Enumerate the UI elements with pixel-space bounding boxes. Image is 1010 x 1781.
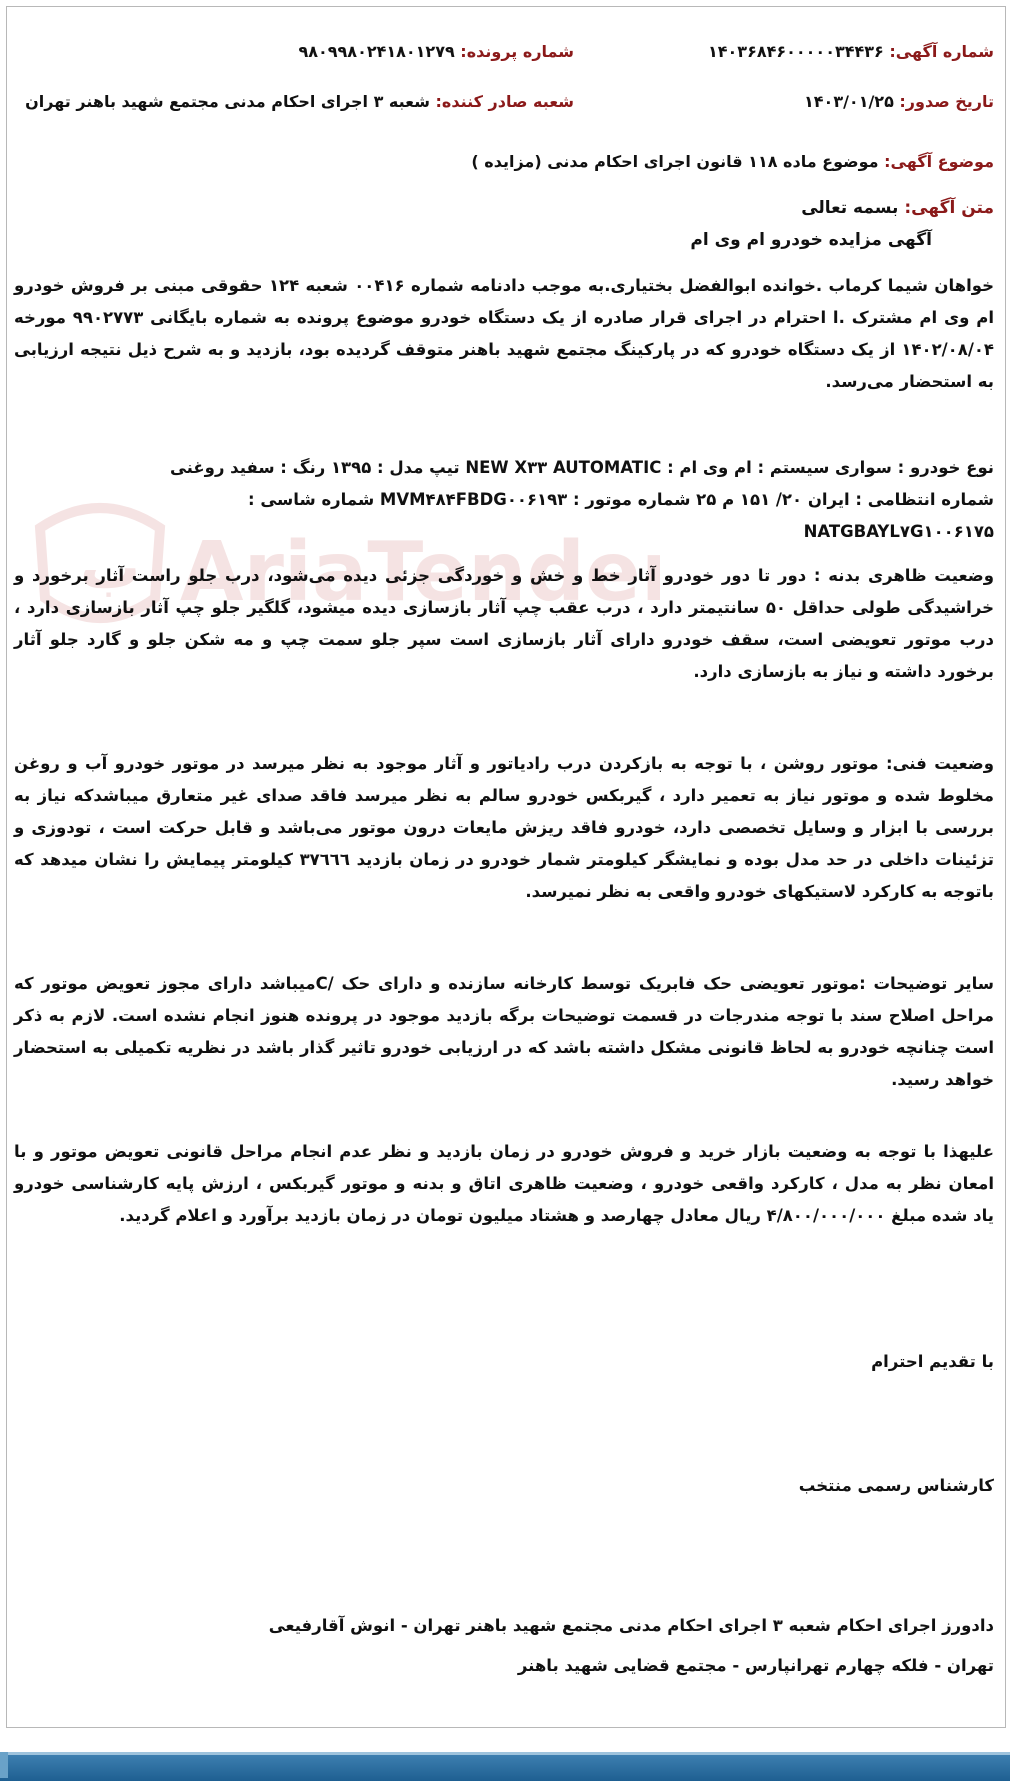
notice-text-label: متن آگهی: <box>904 198 994 218</box>
bismillah: بسمه تعالی <box>801 198 899 218</box>
case-number-label: شماره پرونده: <box>460 42 574 61</box>
bottom-window-bar <box>0 1752 1010 1781</box>
vehicle-chassis-number: NATGBAYL۷G۱۰۰۶۱۷۵ <box>803 522 994 541</box>
notice-subject-label: موضوع آگهی: <box>884 152 994 171</box>
regards-line: با تقدیم احترام <box>871 1352 994 1371</box>
bottom-bar-edge <box>0 1752 8 1778</box>
body-condition-paragraph: وضعیت ظاهری بدنه : دور تا دور خودرو آثار خط و خش و خوردگی جزئی دیده می‌شود، درب جلو راست آثار برخورد و خراشیدگی طولی حداقل ۵۰ سانتیمتر دارد ، درب عقب چپ آثار بازسازی دیده میشود، گلگیر جلو چپ آثار بازسازی دارد ، درب موتور تعویضی است، سقف خودرو دارای آثار بازسازی است سپر جلو سمت چپ و مه شکن جلو و گارد جلو آثار برخورد داشته و نیاز به بازسازی دارد. <box>14 566 994 681</box>
issuing-branch <box>25 92 574 111</box>
issuing-branch-value: شعبه ۳ اجرای احکام مدنی مجتمع شهید باهنر تهران <box>25 92 430 111</box>
issue-date-label: تاریخ صدور: <box>899 92 994 111</box>
vehicle-spec-line-1: نوع خودرو : سواری سیستم : ام وی ام : NEW X۳۳ AUTOMATIC تیپ مدل : ۱۳۹۵ رنگ : سفید روغنی <box>169 458 994 477</box>
conclusion-paragraph: علیهذا با توجه به وضعیت بازار خرید و فروش خودرو در زمان بازدید و نظر عدم انجام مراحل قانونی تعویض موتور و با امعان نظر به مدل ، کارکرد واقعی خودرو ، وضعیت ظاهری اتاق و بدنه و موتور گیربکس ، ارزش پایه کارشناسی خودرو یاد شده مبلغ ۴/۸۰۰/۰۰۰/۰۰۰ ریال معادل چهارصد و هشتاد میلیون تومان در زمان بازدید برآورد و اعلام گردید. <box>14 1142 994 1225</box>
issuing-branch-label: شعبه صادر کننده: <box>435 92 574 111</box>
issue-date <box>804 92 994 111</box>
notice-subject <box>471 152 994 171</box>
intro-paragraph: خواهان شیما کرماب .خوانده ابوالفضل بختیاری.به موجب دادنامه شماره ۰۰۴۱۶ شعبه ۱۲۴ حقوقی مبنی بر فروش خودرو ام وی ام مشترک .ا احترام در اجرای قرار صادره از یک دستگاه خودرو موضوع پرونده به شماره بایگانی ۹۹۰۲۷۷۳ مورخه ۱۴۰۲/۰۸/۰۴ از یک دستگاه خودرو که در پارکینگ مجتمع شهید باهنر متوقف گردیده بود، بازدید و به شرح ذیل نتیجه ارزیابی به استحضار می‌رسد. <box>14 276 994 391</box>
notice-subject-value: موضوع ماده ۱۱۸ قانون اجرای احکام مدنی (مزایده ) <box>471 152 879 171</box>
technical-condition-paragraph: وضعیت فنی: موتور روشن ، با توجه به بازکردن درب رادیاتور و آثار موجود به نظر میرسد در موتور خودرو آب و روغن مخلوط شده و موتور نیاز به تعمیر دارد ، گیربکس خودرو سالم به نظر میرسد فاقد صدای غیر متعارق میباشدکه نیاز به بررسی با ابزار و وسایل تخصصی دارد، خودرو فاقد ریزش مایعات درون موتور می‌باشد و قابل حرکت است ، تودوزی و تزئینات داخلی در حد مدل بوده و نمایشگر کیلومتر شمار خودرو در زمان بازدید ۳۷٦٦٦ کیلومتر پیمایش را نشان میدهد که باتوجه به کارکرد لاستیکهای خودرو واقعی به نظر نمیرسد. <box>14 754 994 901</box>
notice-number <box>708 42 994 61</box>
case-number-value: ۹۸۰۹۹۸۰۲۴۱۸۰۱۲۷۹ <box>298 42 455 61</box>
notice-number-value: ۱۴۰۳۶۸۴۶۰۰۰۰۰۳۴۴۳۶ <box>708 42 884 61</box>
expert-title: کارشناس رسمی منتخب <box>798 1476 994 1495</box>
notice-text-heading <box>801 198 994 218</box>
address-line: تهران - فلکه چهارم تهرانپارس - مجتمع قضایی شهید باهنر <box>517 1656 994 1675</box>
other-notes-paragraph: سایر توضیحات :موتور تعویضی حک فابریک توسط کارخانه سازنده و دارای حک /Cمیباشد دارای مجوز تعویض موتور که مراحل اصلاح سند با توجه مندرجات در قسمت توضیحات برگه بازدید موجود در پرونده هنوز انجام نشده است. لازم به ذکر است چنانچه خودرو به لحاظ قانونی مشکل داشته باشد که در ارزیابی خودرو تاثیر گذار باشد در نظریه تکمیلی به استحضار خواهد رسید. <box>14 974 994 1089</box>
notice-number-label: شماره آگهی: <box>889 42 994 61</box>
case-number <box>298 42 574 61</box>
vehicle-spec-line-2: شماره انتظامی : ایران ۲۰/ ۱۵۱ م ۲۵ شماره موتور : MVM۴۸۴FBDG۰۰۶۱۹۳ شماره شاسی : <box>248 490 994 509</box>
issue-date-value: ۱۴۰۳/۰۱/۲۵ <box>804 92 894 111</box>
signature-line: دادورز اجرای احکام شعبه ۳ اجرای احکام مدنی مجتمع شهید باهنر تهران - انوش آقارفیعی <box>268 1616 994 1635</box>
notice-title: آگهی مزایده خودرو ام وی ام <box>690 230 932 250</box>
